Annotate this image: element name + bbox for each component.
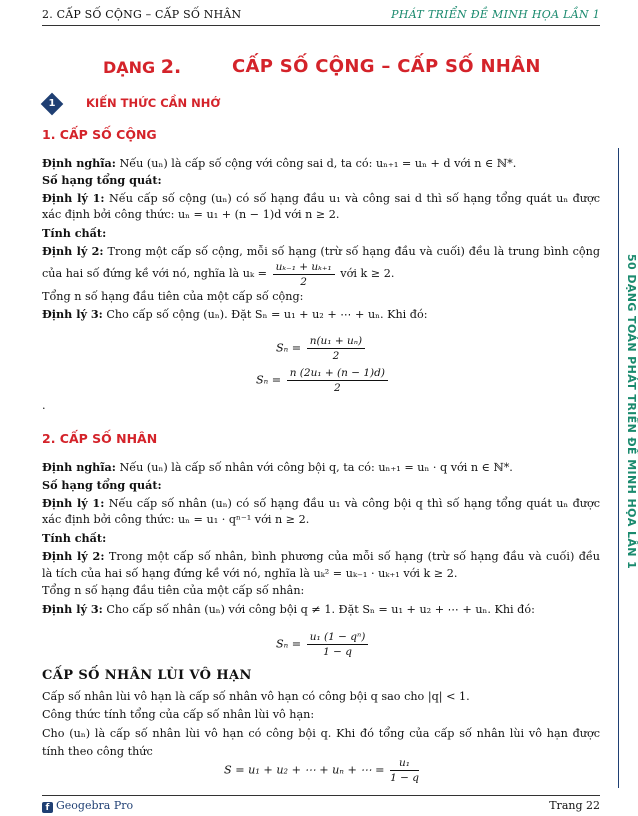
infinite-line1: Cấp số nhân lùi vô hạn là cấp số nhân vô hạn có công bội q sao cho |q| < 1. bbox=[42, 690, 470, 703]
definition-geometric: Định nghĩa: Nếu (uₙ) là cấp số nhân với công bội q, ta có: uₙ₊₁ = uₙ · q với n ∈ ℕ*. bbox=[42, 460, 513, 474]
theorem3-arithmetic: Định lý 3: Cho cấp số cộng (uₙ). Đặt Sₙ = u₁ + u₂ + ⋯ + uₙ. Khi đó: bbox=[42, 307, 428, 321]
theorem2-geo-line2: là tích của hai số hạng đứng kề với nó, nghĩa là uₖ² = uₖ₋₁ · uₖ₊₁ với k ≥ 2. bbox=[42, 567, 458, 580]
general-term-heading-2: Số hạng tổng quát: bbox=[42, 478, 162, 492]
theorem1-geo-line2: xác định bởi công thức: uₙ = u₁ · qⁿ⁻¹ với n ≥ 2. bbox=[42, 513, 310, 526]
footer-brand: f Geogebra Pro bbox=[42, 799, 133, 813]
property-heading: Tính chất: bbox=[42, 226, 107, 240]
theorem2-geo-line1: Định lý 2: Trong một cấp số nhân, bình phương của mỗi số hạng (trừ số hạng đầu và cuối) đều bbox=[42, 549, 600, 563]
page-title bbox=[0, 56, 630, 82]
mean-fraction: $\frac{\text{uₖ₋₁ + uₖ₊₁}}{2}$ bbox=[273, 260, 335, 289]
theorem1-line1: Định lý 1: Nếu cấp số cộng (uₙ) có số hạng đầu u₁ và công sai d thì số hạng tổng quát uₙ được bbox=[42, 191, 600, 205]
theorem3-geometric: Định lý 3: Cho cấp số nhân (uₙ) với công bội q ≠ 1. Đặt Sₙ = u₁ + u₂ + ⋯ + uₙ. Khi đó: bbox=[42, 602, 535, 616]
facebook-icon: f bbox=[42, 802, 53, 813]
page-footer bbox=[42, 795, 600, 813]
page-header bbox=[42, 6, 600, 26]
theorem1-line2: xác định bởi công thức: uₙ = u₁ + (n − 1)d với n ≥ 2. bbox=[42, 208, 340, 221]
infinite-line2: Công thức tính tổng của cấp số nhân lùi vô hạn: bbox=[42, 708, 315, 721]
sum-formula-1: Sₙ = $\frac{\text{n(u₁ + uₙ)}}{2}$ bbox=[276, 334, 367, 363]
property-heading-2: Tính chất: bbox=[42, 531, 107, 545]
section-heading-infinite: CẤP SỐ NHÂN LÙI VÔ HẠN bbox=[42, 668, 252, 683]
header-series: PHÁT TRIỂN ĐỀ MINH HỌA LẦN 1 bbox=[391, 8, 600, 21]
knowledge-label: KIẾN THỨC CẦN NHỚ bbox=[86, 96, 221, 110]
section-heading-arithmetic: 1. CẤP SỐ CỘNG bbox=[42, 127, 157, 142]
theorem1-geo-line1: Định lý 1: Nếu cấp số nhân (uₙ) có số hạng đầu u₁ và công bội q thì số hạng tổng quát uₙ được bbox=[42, 496, 600, 510]
page-number: Trang 22 bbox=[549, 799, 600, 812]
title-dang: DẠNG 2. bbox=[103, 56, 182, 78]
infinite-sum-formula: S = u₁ + u₂ + ⋯ + uₙ + ⋯ = $\frac{\text{u₁}}{1 - q}$ bbox=[224, 757, 419, 784]
number-diamond-icon: 1 bbox=[41, 93, 64, 116]
sum-intro-arithmetic: Tổng n số hạng đầu tiên của một cấp số cộng: bbox=[42, 290, 304, 303]
side-rule bbox=[618, 148, 619, 788]
stray-dot: . bbox=[42, 399, 46, 412]
infinite-line3: Cho (uₙ) là cấp số nhân lùi vô hạn có công bội q. Khi đó tổng của cấp số nhân lùi vô hạn được bbox=[42, 727, 600, 740]
sum-intro-geometric: Tổng n số hạng đầu tiên của một cấp số nhân: bbox=[42, 584, 305, 597]
sum-formula-2: Sₙ = $\frac{\text{n (2u₁ + (n − 1)d)}}{2}$ bbox=[256, 366, 390, 395]
side-series-label: 50 DẠNG TOÁN PHÁT TRIỂN ĐỀ MINH HỌA LẦN 1 bbox=[625, 250, 638, 573]
theorem2-line2: của hai số đứng kề với nó, nghĩa là uₖ = $\frac{\text{uₖ₋₁ + uₖ₊₁}}{2}$ với k ≥ 2. bbox=[42, 260, 395, 288]
general-term-heading: Số hạng tổng quát: bbox=[42, 173, 162, 187]
section-heading-geometric: 2. CẤP SỐ NHÂN bbox=[42, 431, 158, 446]
header-chapter: 2. CẤP SỐ CỘNG – CẤP SỐ NHÂN bbox=[42, 8, 242, 21]
infinite-line4: tính theo công thức bbox=[42, 745, 153, 758]
sum-formula-geometric: Sₙ = $\frac{\text{u₁ (1 − qⁿ)}}{1 - q}$ bbox=[276, 630, 370, 659]
definition-arithmetic: Định nghĩa: Nếu (uₙ) là cấp số cộng với công sai d, ta có: uₙ₊₁ = uₙ + d với n ∈ ℕ*. bbox=[42, 156, 517, 170]
title-main: CẤP SỐ CỘNG – CẤP SỐ NHÂN bbox=[232, 56, 541, 77]
title-number: 2. bbox=[160, 56, 182, 78]
theorem2-line1: Định lý 2: Trong một cấp số cộng, mỗi số hạng (trừ số hạng đầu và cuối) đều là trung bình cộng bbox=[42, 244, 600, 258]
